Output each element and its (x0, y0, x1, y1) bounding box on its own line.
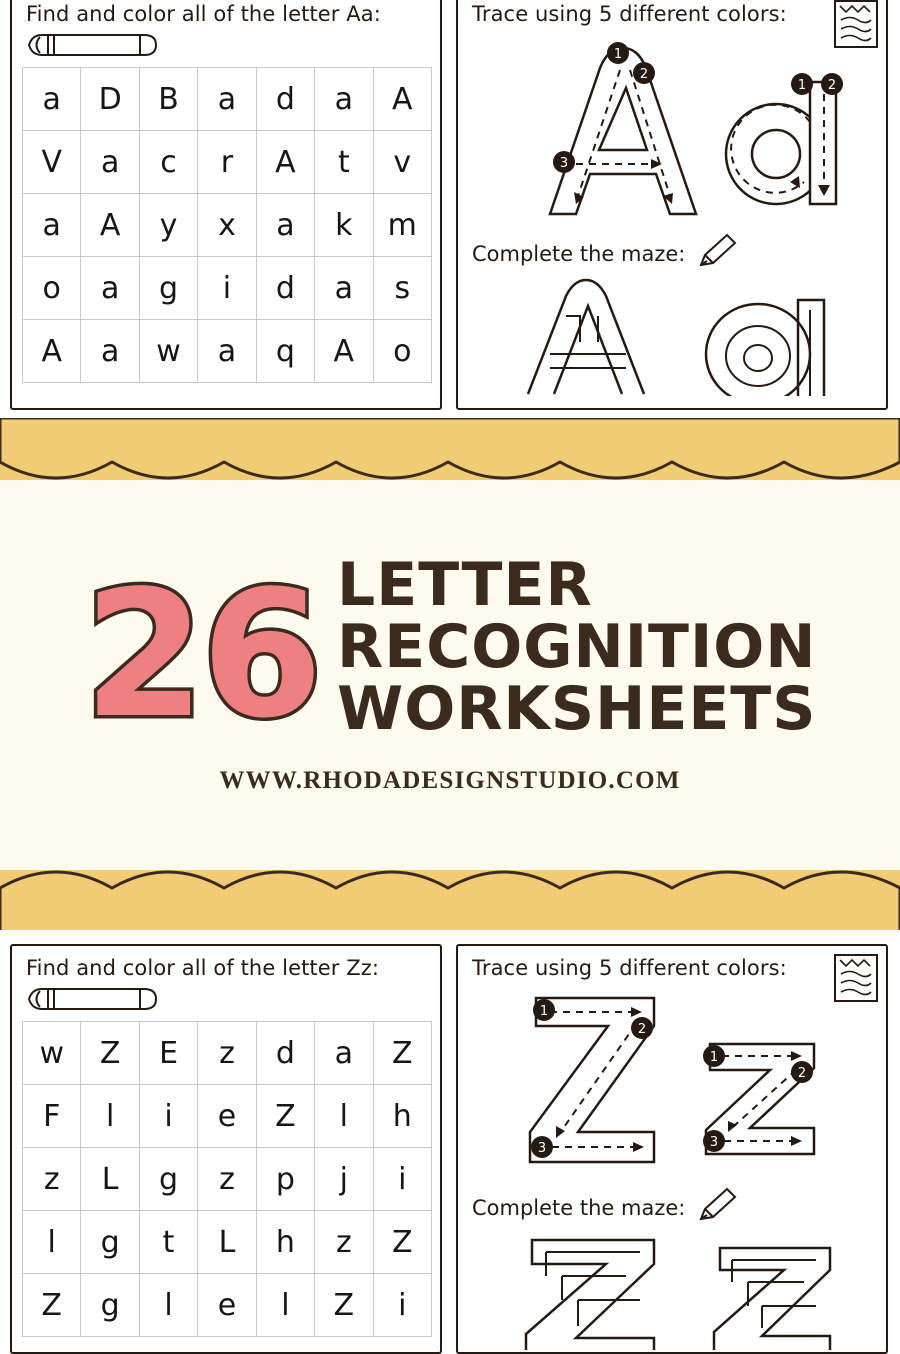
grid-cell[interactable]: Z (315, 1274, 373, 1337)
grid-cell[interactable]: t (139, 1211, 197, 1274)
trace-title-aa: Trace using 5 different colors: (472, 2, 787, 26)
svg-text:2: 2 (637, 1022, 647, 1037)
grid-cell[interactable]: A (315, 320, 373, 383)
grid-cell[interactable]: l (23, 1211, 81, 1274)
grid-cell[interactable]: D (81, 68, 139, 131)
scallop-divider-bottom (0, 870, 900, 932)
grid-cell[interactable]: p (256, 1148, 314, 1211)
letter-search-grid-aa (22, 67, 432, 383)
grid-cell[interactable]: A (373, 68, 431, 131)
worksheet-preview-aa (0, 0, 900, 420)
find-and-color-title-zz: Find and color all of the letter Zz: (26, 956, 380, 980)
grid-cell[interactable]: x (198, 194, 256, 257)
trace-letters-aa (458, 26, 886, 231)
maze-aa[interactable] (458, 276, 886, 396)
scallop-divider-top (0, 418, 900, 480)
grid-cell[interactable]: a (81, 257, 139, 320)
table-row (23, 194, 432, 257)
grid-cell[interactable]: s (373, 257, 431, 320)
table-row (23, 257, 432, 320)
grid-cell[interactable]: g (81, 1274, 139, 1337)
grid-cell[interactable]: A (81, 194, 139, 257)
title-banner (0, 418, 900, 932)
grid-cell[interactable]: i (139, 1085, 197, 1148)
grid-cell[interactable]: y (139, 194, 197, 257)
grid-cell[interactable]: B (139, 68, 197, 131)
maze-title-zz: Complete the maze: (472, 1195, 686, 1220)
grid-cell[interactable]: g (81, 1211, 139, 1274)
grid-cell[interactable]: Z (373, 1022, 431, 1085)
grid-cell[interactable]: t (315, 131, 373, 194)
maze-title-aa: Complete the maze: (472, 241, 686, 266)
grid-cell[interactable]: F (23, 1085, 81, 1148)
grid-cell[interactable]: w (139, 320, 197, 383)
grid-cell[interactable]: i (373, 1148, 431, 1211)
worksheet-count: 26 (83, 554, 320, 758)
grid-cell[interactable]: v (373, 131, 431, 194)
svg-text:2: 2 (827, 78, 837, 93)
grid-cell[interactable]: V (23, 131, 81, 194)
banner-title-row (0, 550, 900, 758)
grid-cell[interactable]: A (256, 131, 314, 194)
find-and-color-title-aa: Find and color all of the letter Aa: (26, 2, 381, 26)
grid-cell[interactable]: q (256, 320, 314, 383)
trace-panel-zz (456, 944, 888, 1354)
grid-cell[interactable]: a (256, 194, 314, 257)
grid-cell[interactable]: o (23, 257, 81, 320)
website-url[interactable]: WWW.RHODADESIGNSTUDIO.COM (219, 766, 681, 794)
svg-text:3: 3 (709, 1135, 719, 1150)
grid-cell[interactable]: l (315, 1085, 373, 1148)
pencil-icon (693, 231, 739, 276)
title-line-1: LETTER (337, 550, 593, 621)
grid-cell[interactable]: e (198, 1274, 256, 1337)
svg-text:3: 3 (537, 1141, 547, 1156)
pencil-icon (693, 1185, 739, 1230)
grid-cell[interactable]: a (198, 68, 256, 131)
find-and-color-panel-aa (10, 0, 442, 410)
grid-cell[interactable]: l (139, 1274, 197, 1337)
trace-title-zz: Trace using 5 different colors: (472, 956, 787, 980)
maze-title-row-zz (458, 1185, 886, 1230)
find-and-color-panel-zz (10, 944, 442, 1354)
grid-cell[interactable]: j (315, 1148, 373, 1211)
title-line-3: WORKSHEETS (337, 673, 817, 744)
table-row (23, 1211, 432, 1274)
banner-title (337, 550, 817, 744)
maze-zz[interactable] (458, 1230, 886, 1350)
table-row (23, 1085, 432, 1148)
letter-search-grid-zz (22, 1021, 432, 1337)
grid-cell[interactable]: a (81, 131, 139, 194)
grid-cell[interactable]: k (315, 194, 373, 257)
grid-cell[interactable]: m (373, 194, 431, 257)
table-row (23, 1274, 432, 1337)
grid-cell[interactable]: d (256, 257, 314, 320)
grid-cell[interactable]: z (23, 1148, 81, 1211)
trace-panel-aa (456, 0, 888, 410)
crayon-icon (28, 32, 440, 63)
worksheet-preview-zz (0, 930, 900, 1350)
grid-cell[interactable]: Z (23, 1274, 81, 1337)
grid-cell[interactable]: E (139, 1022, 197, 1085)
svg-text:1: 1 (613, 47, 623, 62)
grid-cell[interactable]: L (81, 1148, 139, 1211)
crayon-icon (28, 986, 440, 1017)
table-row (23, 320, 432, 383)
grid-cell[interactable]: h (373, 1085, 431, 1148)
grid-cell[interactable]: A (23, 320, 81, 383)
grid-cell[interactable]: i (373, 1274, 431, 1337)
grid-cell[interactable]: r (198, 131, 256, 194)
grid-cell[interactable]: c (139, 131, 197, 194)
table-row (23, 1022, 432, 1085)
grid-cell[interactable]: d (256, 1022, 314, 1085)
grid-cell[interactable]: a (315, 68, 373, 131)
grid-cell[interactable]: a (198, 320, 256, 383)
grid-cell[interactable]: g (139, 257, 197, 320)
grid-cell[interactable]: e (198, 1085, 256, 1148)
svg-text:3: 3 (559, 156, 569, 171)
svg-text:2: 2 (797, 1066, 807, 1081)
grid-cell[interactable]: o (373, 320, 431, 383)
grid-cell[interactable]: d (256, 68, 314, 131)
grid-cell[interactable]: i (198, 257, 256, 320)
title-line-2: RECOGNITION (337, 612, 817, 683)
grid-cell[interactable]: h (256, 1211, 314, 1274)
grid-cell[interactable]: w (23, 1022, 81, 1085)
banner-content (0, 480, 900, 870)
grid-cell[interactable]: a (315, 257, 373, 320)
svg-text:2: 2 (639, 67, 649, 82)
grid-cell[interactable]: z (198, 1022, 256, 1085)
grid-cell[interactable]: z (198, 1148, 256, 1211)
grid-cell[interactable]: a (81, 320, 139, 383)
grid-cell[interactable]: a (315, 1022, 373, 1085)
grid-cell[interactable]: Z (81, 1022, 139, 1085)
grid-cell[interactable]: Z (256, 1085, 314, 1148)
table-row (23, 68, 432, 131)
grid-cell[interactable]: a (23, 68, 81, 131)
grid-cell[interactable]: a (23, 194, 81, 257)
svg-text:1: 1 (709, 1050, 719, 1065)
svg-text:1: 1 (539, 1004, 549, 1019)
grid-cell[interactable]: g (139, 1148, 197, 1211)
grid-cell[interactable]: Z (373, 1211, 431, 1274)
maze-title-row-aa (458, 231, 886, 276)
table-row (23, 1148, 432, 1211)
grid-cell[interactable]: L (198, 1211, 256, 1274)
grid-cell[interactable]: l (81, 1085, 139, 1148)
svg-text:1: 1 (797, 78, 807, 93)
grid-cell[interactable]: l (256, 1274, 314, 1337)
table-row (23, 131, 432, 194)
grid-cell[interactable]: z (315, 1211, 373, 1274)
trace-letters-zz (458, 980, 886, 1185)
